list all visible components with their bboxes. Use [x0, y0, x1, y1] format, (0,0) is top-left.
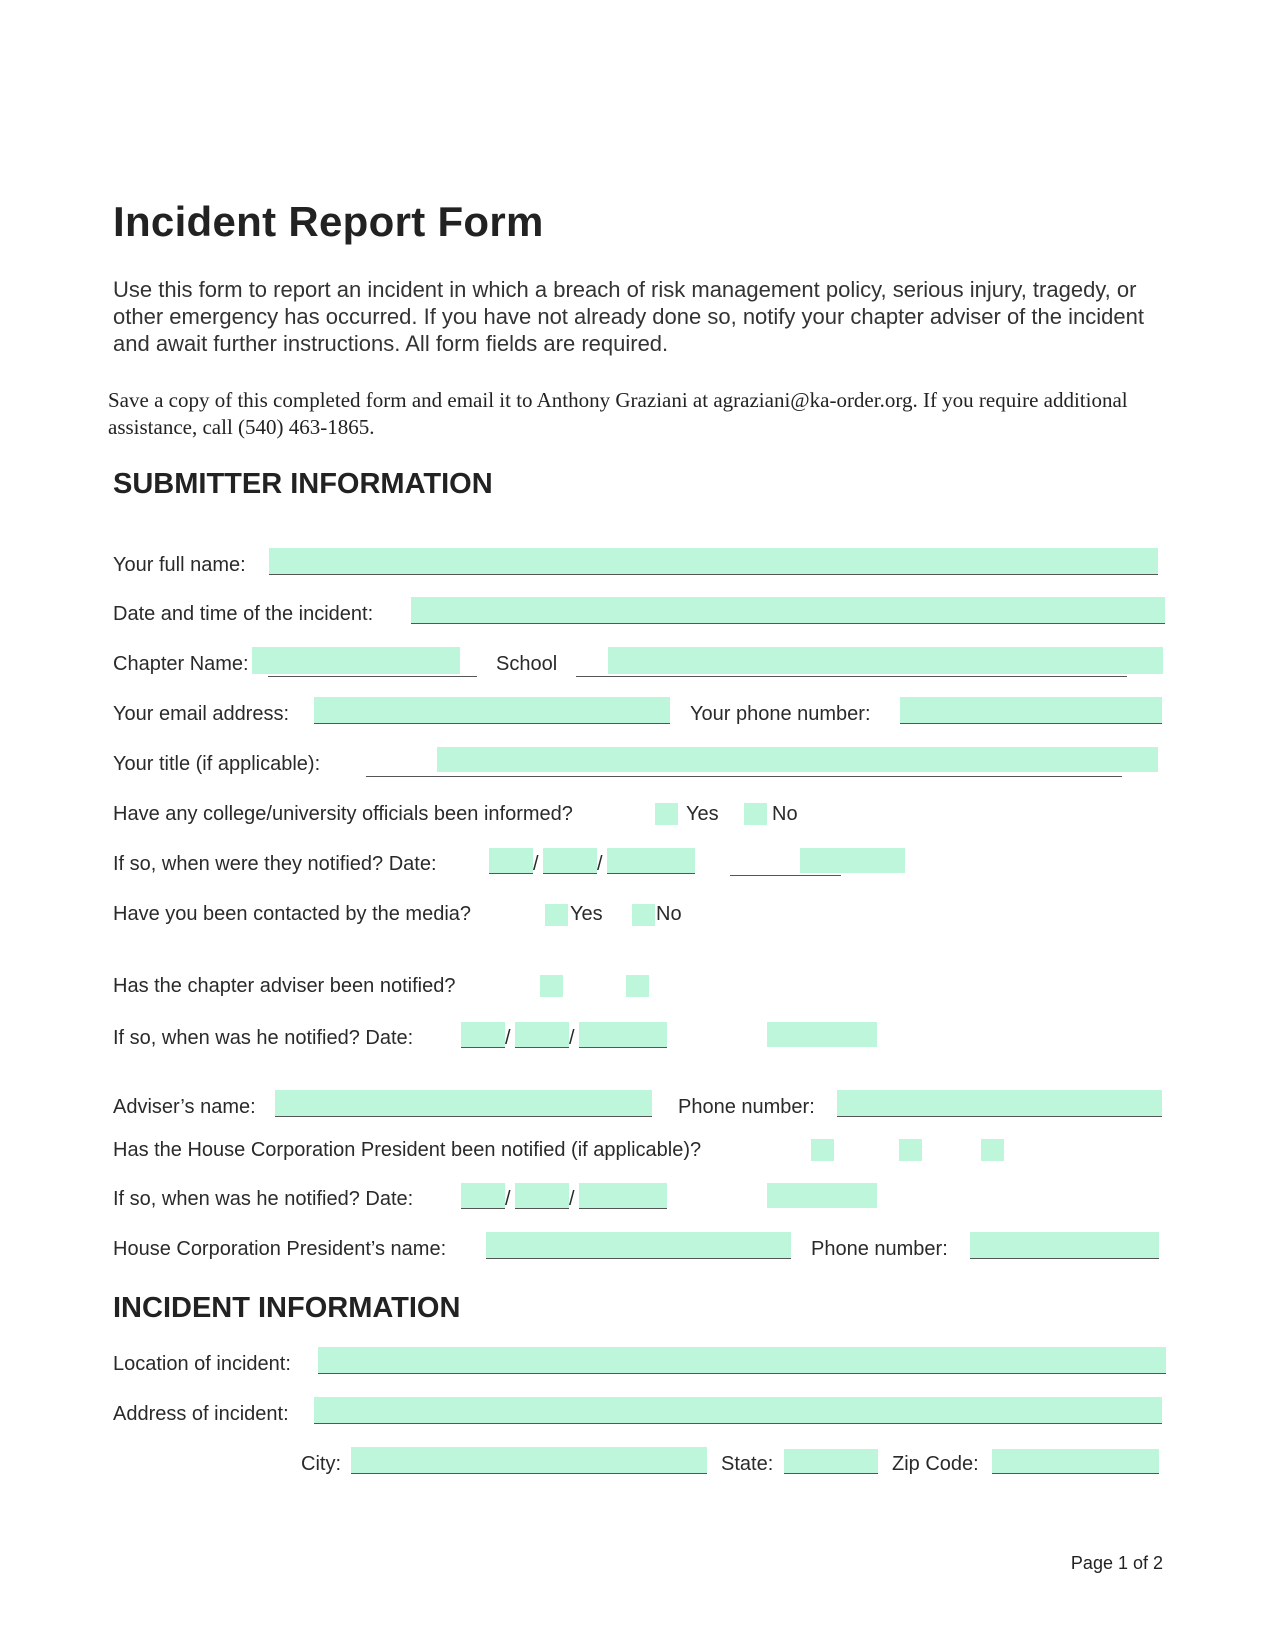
- media-yes-checkbox[interactable]: [545, 904, 568, 926]
- hcp-na-checkbox[interactable]: [981, 1139, 1004, 1161]
- email-label: Your email address:: [113, 703, 290, 725]
- officials-date-day[interactable]: [543, 848, 597, 874]
- officials-yes-label: Yes: [686, 803, 719, 825]
- adviser-date-year[interactable]: [579, 1022, 667, 1048]
- location-label: Location of incident:: [113, 1353, 291, 1375]
- adviser-no-checkbox[interactable]: [626, 975, 649, 997]
- phone-label: Your phone number:: [690, 703, 871, 725]
- date-slash: /: [505, 1027, 511, 1049]
- hcp-phone-field[interactable]: [970, 1232, 1159, 1259]
- state-field[interactable]: [784, 1449, 878, 1474]
- media-no-checkbox[interactable]: [632, 904, 655, 926]
- city-field[interactable]: [351, 1447, 707, 1474]
- hcp-name-label: House Corporation President’s name:: [113, 1238, 447, 1260]
- adviser-name-label: Adviser’s name:: [113, 1096, 256, 1118]
- address-field[interactable]: [314, 1397, 1162, 1424]
- date-slash: /: [569, 1027, 575, 1049]
- officials-yes-checkbox[interactable]: [655, 803, 678, 825]
- contact-note: Save a copy of this completed form and email it to Anthony Graziani at agraziani@ka-order.org. If you require additional assistance, call (540) 463-1865.: [108, 388, 1128, 439]
- section-heading-submitter: SUBMITTER INFORMATION: [113, 468, 493, 500]
- adviser-date-month[interactable]: [461, 1022, 505, 1048]
- zip-label: Zip Code:: [892, 1453, 979, 1475]
- title-label: Your title (if applicable):: [113, 753, 321, 775]
- media-yes-label: Yes: [570, 903, 603, 925]
- officials-date-year[interactable]: [607, 848, 695, 874]
- zip-field[interactable]: [992, 1449, 1159, 1474]
- hcp-time-field[interactable]: [767, 1183, 877, 1208]
- officials-informed-label: Have any college/university officials been informed?: [113, 803, 573, 825]
- hcp-date-label: If so, when was he notified? Date:: [113, 1188, 414, 1210]
- hcp-phone-label: Phone number:: [811, 1238, 948, 1260]
- date-slash: /: [569, 1188, 575, 1210]
- date-slash: /: [533, 853, 539, 875]
- intro-paragraph: Use this form to report an incident in which a breach of risk management policy, serious injury, tragedy, or other emergency has occurred. If you have not already done so, notify your chapter adviser of the incident and await further instructions. All form fields are required.: [113, 277, 1144, 356]
- officials-date-month[interactable]: [489, 848, 533, 874]
- adviser-date-day[interactable]: [515, 1022, 569, 1048]
- state-label: State:: [721, 1453, 774, 1475]
- adviser-phone-label: Phone number:: [678, 1096, 815, 1118]
- adviser-yes-checkbox[interactable]: [540, 975, 563, 997]
- adviser-time-field[interactable]: [767, 1022, 877, 1047]
- full-name-field[interactable]: [269, 548, 1158, 575]
- adviser-date-label: If so, when was he notified? Date:: [113, 1027, 414, 1049]
- phone-field[interactable]: [900, 697, 1162, 724]
- date-slash: /: [597, 853, 603, 875]
- hcp-notified-label: Has the House Corporation President been notified (if applicable)?: [113, 1139, 702, 1161]
- school-label: School: [496, 653, 558, 675]
- hcp-date-day[interactable]: [515, 1183, 569, 1209]
- media-label: Have you been contacted by the media?: [113, 903, 472, 925]
- hcp-yes-checkbox[interactable]: [811, 1139, 834, 1161]
- adviser-phone-field[interactable]: [837, 1090, 1162, 1117]
- adviser-name-field[interactable]: [275, 1090, 652, 1117]
- chapter-name-field[interactable]: [252, 647, 460, 674]
- date-time-label: Date and time of the incident:: [113, 603, 374, 625]
- page-number: Page 1 of 2: [1070, 1553, 1163, 1573]
- hcp-date-month[interactable]: [461, 1183, 505, 1209]
- media-no-label: No: [656, 903, 682, 925]
- officials-date-label: If so, when were they notified? Date:: [113, 853, 437, 875]
- officials-time-field[interactable]: [800, 848, 905, 873]
- email-field[interactable]: [314, 697, 670, 724]
- page-title: Incident Report Form: [113, 198, 544, 245]
- hcp-date-year[interactable]: [579, 1183, 667, 1209]
- date-slash: /: [505, 1188, 511, 1210]
- officials-no-checkbox[interactable]: [744, 803, 767, 825]
- hcp-no-checkbox[interactable]: [899, 1139, 922, 1161]
- location-field[interactable]: [318, 1347, 1166, 1374]
- adviser-notified-label: Has the chapter adviser been notified?: [113, 975, 456, 997]
- address-label: Address of incident:: [113, 1403, 289, 1425]
- hcp-name-field[interactable]: [486, 1232, 791, 1259]
- officials-no-label: No: [772, 803, 798, 825]
- school-field[interactable]: [608, 647, 1163, 674]
- title-field[interactable]: [437, 747, 1158, 772]
- section-heading-incident: INCIDENT INFORMATION: [113, 1292, 461, 1324]
- date-time-field[interactable]: [411, 597, 1165, 624]
- city-label: City:: [301, 1453, 341, 1475]
- full-name-label: Your full name:: [113, 554, 246, 576]
- chapter-name-label: Chapter Name:: [113, 653, 249, 675]
